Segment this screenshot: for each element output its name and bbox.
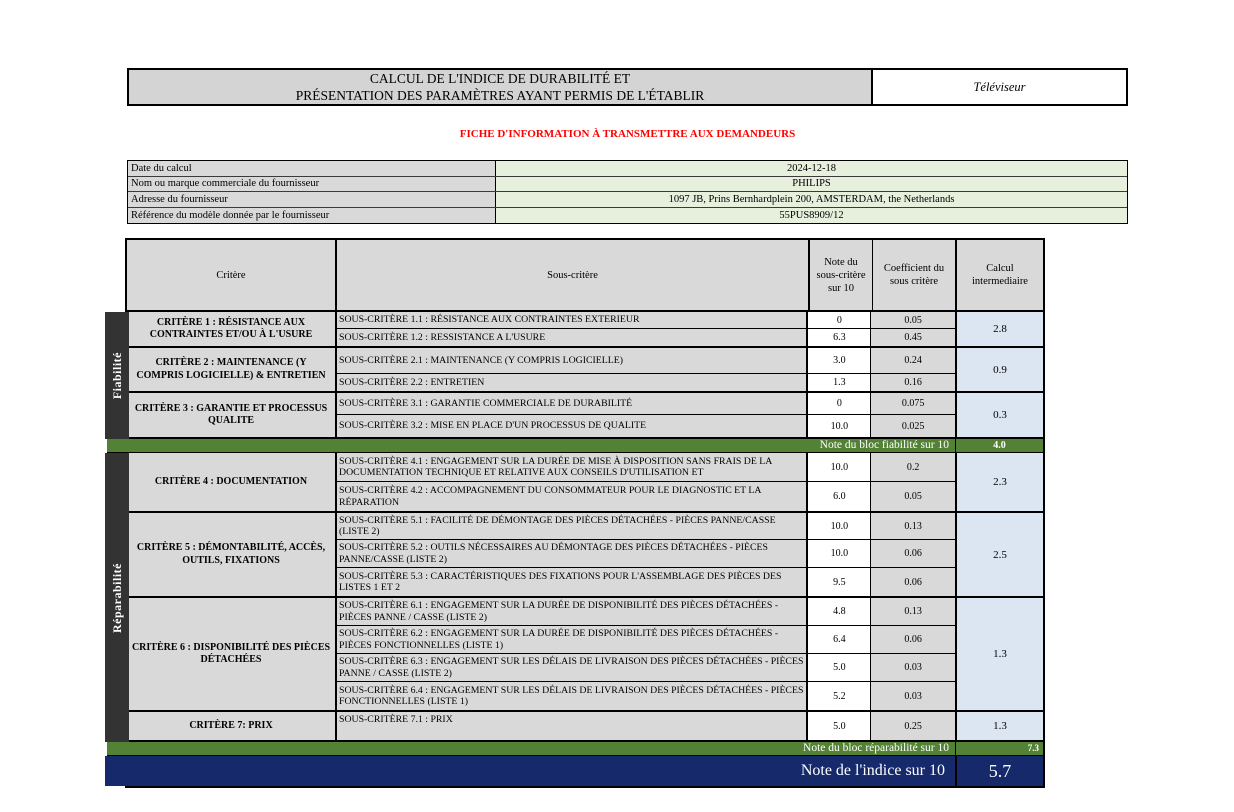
info-label: Adresse du fournisseur [128, 192, 496, 207]
final-index-value: 5.7 [955, 756, 1043, 786]
sub-note: 10.0 [808, 513, 871, 539]
criterion-block-5 [127, 513, 1043, 598]
sub-coeff: 0.06 [871, 568, 955, 596]
product-type: Téléviseur [873, 70, 1126, 104]
fiabilite-note-value: 4.0 [955, 439, 1043, 452]
criterion-label: CRITÈRE 6 : DISPONIBILITÉ DES PIÈCES DÉTACHÉES [127, 598, 337, 710]
criterion-block-7 [127, 712, 1043, 742]
sub-criteria [337, 348, 957, 391]
sub-row [337, 393, 955, 415]
criterion-block-3 [127, 393, 1043, 439]
fiabilite-note-label: Note du bloc fiabilité sur 10 [819, 439, 949, 451]
sub-row [337, 682, 955, 710]
sub-coeff: 0.2 [871, 453, 955, 481]
criterion-label: CRITÈRE 5 : DÉMONTABILITÉ, ACCÈS, OUTILS, FIXATIONS [127, 513, 337, 596]
col-header-calcul: Calcul intermediaire [972, 263, 1028, 287]
info-row-address [128, 192, 1127, 208]
sub-coeff: 0.06 [871, 540, 955, 567]
sub-note: 3.0 [808, 348, 871, 373]
title-line-1: CALCUL DE L'INDICE DE DURABILITÉ ET [369, 71, 631, 86]
sub-row [337, 540, 955, 568]
reparabilite-note-row [107, 742, 1043, 756]
intermediate-calc: 0.3 [957, 393, 1043, 437]
title-line-2: PRÉSENTATION DES PARAMÈTRES AYANT PERMIS DE L'ÉTABLIR [295, 88, 705, 103]
col-header-coefficient: Coefficient du sous critère [873, 240, 957, 310]
sub-label: SOUS-CRITÈRE 3.2 : MISE EN PLACE D'UN PROCESSUS DE QUALITE [337, 415, 808, 437]
criterion-block-6 [127, 598, 1043, 712]
sub-label: SOUS-CRITÈRE 5.3 : CARACTÉRISTIQUES DES FIXATIONS POUR L'ASSEMBLAGE DES PIÈCES DES LISTES 1 ET 2 [337, 568, 808, 596]
intermediate-calc: 1.3 [957, 712, 1043, 740]
criterion-block-2 [127, 348, 1043, 393]
document-title [129, 70, 873, 104]
sub-label: SOUS-CRITÈRE 4.1 : ENGAGEMENT SUR LA DURÉE DE MISE À DISPOSITION SANS FRAIS DE LA DOCUMENTATION TECHNIQUE ET RELATIVE AUX CONSEILS D'UTILISATION ET [337, 453, 808, 481]
intermediate-calc: 0.9 [957, 348, 1043, 391]
sub-note: 6.4 [808, 626, 871, 653]
sub-row [337, 513, 955, 540]
sub-criteria [337, 312, 957, 346]
sub-note: 9.5 [808, 568, 871, 596]
final-index-label: Note de l'indice sur 10 [800, 762, 945, 779]
sub-row [337, 568, 955, 596]
sub-coeff: 0.075 [871, 393, 955, 414]
sub-row [337, 453, 955, 482]
fiabilite-text: Fiabilité [109, 351, 124, 400]
sub-criteria [337, 712, 957, 740]
sub-criteria [337, 513, 957, 596]
sub-row [337, 598, 955, 626]
sub-label: SOUS-CRITÈRE 5.2 : OUTILS NÉCESSAIRES AU DÉMONTAGE DES PIÈCES DÉTACHÉES - PIÈCES PANNE/CASSE (LISTE 2) [337, 540, 808, 567]
title-bar [127, 68, 1128, 106]
reparabilite-note-label: Note du bloc réparabilité sur 10 [803, 742, 949, 754]
info-label: Nom ou marque commerciale du fournisseur [128, 177, 496, 192]
info-value: 1097 JB, Prins Bernhardplein 200, AMSTERDAM, the Netherlands [496, 192, 1127, 207]
info-label: Référence du modèle donnée par le fournisseur [128, 208, 496, 224]
fiabilite-side-label [105, 312, 129, 439]
sub-note: 6.0 [808, 482, 871, 511]
sub-label: SOUS-CRITÈRE 6.2 : ENGAGEMENT SUR LA DURÉE DE DISPONIBILITÉ DES PIÈCES DÉTACHÉES - PIÈCES FONCTIONNELLES (LISTE 1) [337, 626, 808, 653]
sub-coeff: 0.25 [871, 712, 955, 740]
info-label: Date du calcul [128, 161, 496, 176]
sub-coeff: 0.06 [871, 626, 955, 653]
intermediate-calc: 1.3 [957, 598, 1043, 710]
final-index-row [105, 756, 1043, 786]
sub-row [337, 329, 955, 346]
sub-row [337, 712, 955, 740]
sub-coeff: 0.05 [871, 482, 955, 511]
sub-label: SOUS-CRITÈRE 2.1 : MAINTENANCE (Y COMPRIS LOGICIELLE) [337, 348, 808, 373]
sub-coeff: 0.025 [871, 415, 955, 437]
sub-coeff: 0.45 [871, 329, 955, 346]
criterion-label: CRITÈRE 4 : DOCUMENTATION [127, 453, 337, 511]
sub-label: SOUS-CRITÈRE 6.4 : ENGAGEMENT SUR LES DÉLAIS DE LIVRAISON DES PIÈCES DÉTACHÉES - PIÈCES FONCTIONNELLES (LISTE 1) [337, 682, 808, 710]
sub-note: 0 [808, 312, 871, 328]
sub-row [337, 312, 955, 329]
intermediate-calc: 2.5 [957, 513, 1043, 596]
sub-coeff: 0.24 [871, 348, 955, 373]
sub-coeff: 0.03 [871, 654, 955, 681]
sub-note: 10.0 [808, 415, 871, 437]
col-header-critere: Critère [127, 240, 337, 310]
score-table-header [127, 240, 1043, 312]
info-row-model [128, 208, 1127, 224]
reparabilite-note-value: 7.3 [955, 742, 1043, 755]
sub-label: SOUS-CRITÈRE 1.1 : RÉSISTANCE AUX CONTRAINTES EXTERIEUR [337, 312, 808, 328]
sub-label: SOUS-CRITÈRE 1.2 : RESSISTANCE A L'USURE [337, 329, 808, 346]
sub-row [337, 415, 955, 437]
sub-label: SOUS-CRITÈRE 5.1 : FACILITÉ DE DÉMONTAGE DES PIÈCES DÉTACHÉES - PIÈCES PANNE/CASSE (LISTE 2) [337, 513, 808, 539]
info-value: 2024-12-18 [496, 161, 1127, 176]
criterion-label: CRITÈRE 2 : MAINTENANCE (Y COMPRIS LOGICIELLE) & ENTRETIEN [127, 348, 337, 391]
sub-label: SOUS-CRITÈRE 7.1 : PRIX [337, 712, 808, 740]
fiabilite-note-row [107, 439, 1043, 453]
sub-row [337, 482, 955, 511]
criterion-label: CRITÈRE 7: PRIX [127, 712, 337, 740]
notice-text: FICHE D'INFORMATION À TRANSMETTRE AUX DEMANDEURS [459, 128, 796, 140]
sub-row [337, 626, 955, 654]
info-value: 55PUS8909/12 [496, 208, 1127, 224]
supplier-info-table [127, 160, 1128, 224]
intermediate-calc: 2.8 [957, 312, 1043, 346]
criterion-block-1 [127, 312, 1043, 348]
sub-row [337, 374, 955, 391]
sub-criteria [337, 453, 957, 511]
criterion-label: CRITÈRE 3 : GARANTIE ET PROCESSUS QUALITE [127, 393, 337, 437]
sub-coeff: 0.13 [871, 598, 955, 625]
sub-coeff: 0.13 [871, 513, 955, 539]
criterion-block-4 [127, 453, 1043, 513]
info-row-brand [128, 177, 1127, 193]
sub-note: 0 [808, 393, 871, 414]
sub-note: 4.8 [808, 598, 871, 625]
score-table [109, 238, 1045, 788]
sub-criteria [337, 598, 957, 710]
reparabilite-text: Réparabilité [109, 562, 124, 633]
sub-label: SOUS-CRITÈRE 4.2 : ACCOMPAGNEMENT DU CONSOMMATEUR POUR LE DIAGNOSTIC ET LA RÉPARATION [337, 482, 808, 511]
col-header-sous-critere: Sous-critère [337, 240, 810, 310]
sub-row [337, 348, 955, 374]
sub-note: 5.0 [808, 654, 871, 681]
sub-coeff: 0.05 [871, 312, 955, 328]
sub-row [337, 654, 955, 682]
intermediate-calc: 2.3 [957, 453, 1043, 511]
sub-note: 5.2 [808, 682, 871, 710]
sub-note: 10.0 [808, 540, 871, 567]
info-value: PHILIPS [496, 177, 1127, 192]
col-header-note: Note du sous-critère sur 10 [810, 240, 873, 310]
sub-label: SOUS-CRITÈRE 6.1 : ENGAGEMENT SUR LA DURÉE DE DISPONIBILITÉ DES PIÈCES DÉTACHÉES - PIÈCES PANNE / CASSE (LISTE 2) [337, 598, 808, 625]
sub-label: SOUS-CRITÈRE 2.2 : ENTRETIEN [337, 374, 808, 391]
info-row-date [128, 161, 1127, 177]
sub-criteria [337, 393, 957, 437]
sub-coeff: 0.16 [871, 374, 955, 391]
criterion-label: CRITÈRE 1 : RÉSISTANCE AUX CONTRAINTES ET/OU À L'USURE [127, 312, 337, 346]
sub-note: 10.0 [808, 453, 871, 481]
sub-coeff: 0.03 [871, 682, 955, 710]
sub-label: SOUS-CRITÈRE 6.3 : ENGAGEMENT SUR LES DÉLAIS DE LIVRAISON DES PIÈCES DÉTACHÉES - PIÈCES PANNE / CASSE (LISTE 2) [337, 654, 808, 681]
sub-label: SOUS-CRITÈRE 3.1 : GARANTIE COMMERCIALE DE DURABILITÉ [337, 393, 808, 414]
sub-note: 5.0 [808, 712, 871, 740]
sub-note: 1.3 [808, 374, 871, 391]
sub-note: 6.3 [808, 329, 871, 346]
reparabilite-side-label [105, 453, 129, 742]
